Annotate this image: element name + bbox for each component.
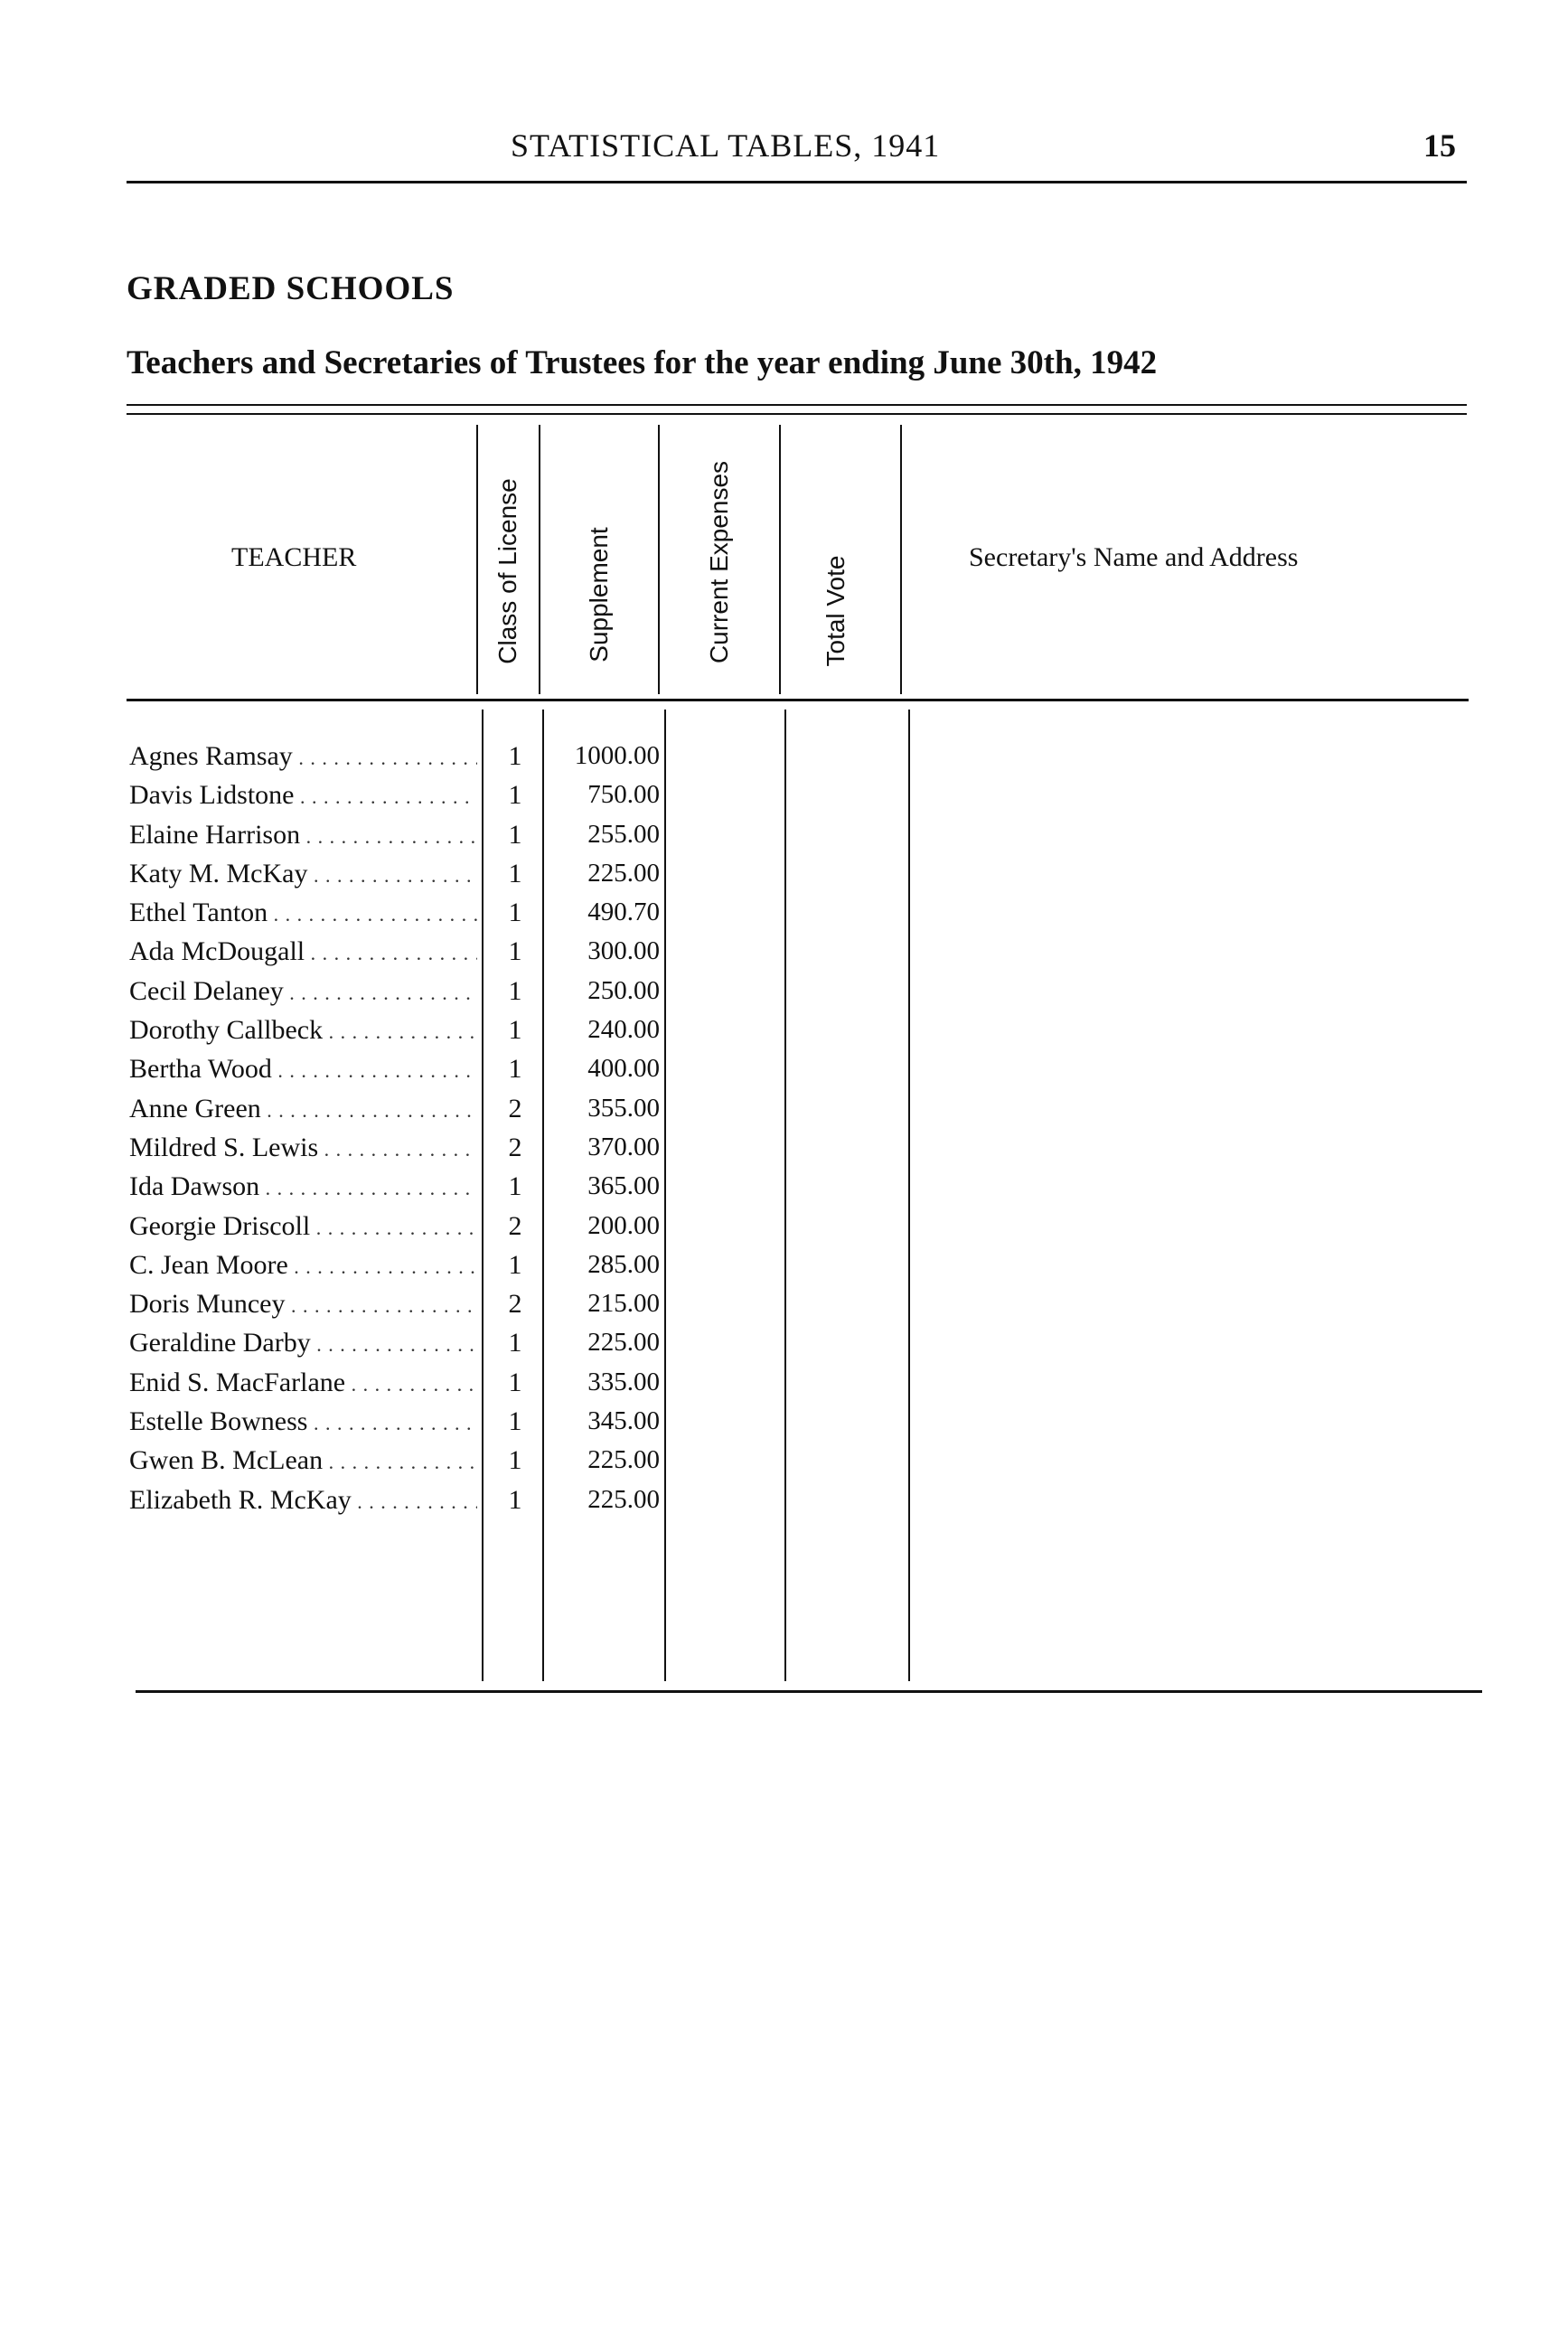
- table-row: [127, 1289, 669, 1328]
- column-divider: [476, 425, 478, 694]
- class-of-license: 1: [508, 741, 522, 771]
- supplement: 370.00: [587, 1132, 660, 1161]
- teacher-name: Katy M. McKay . . .: [129, 859, 477, 889]
- table-row: [127, 1133, 669, 1171]
- column-divider: [539, 425, 540, 694]
- supplement: 300.00: [587, 936, 660, 966]
- class-of-license: 2: [508, 1210, 522, 1241]
- column-divider: [779, 425, 781, 694]
- class-of-license: 1: [508, 1406, 522, 1437]
- table-bottom-rule: [136, 1690, 1482, 1693]
- column-divider: [908, 710, 910, 1681]
- column-divider: [784, 710, 786, 1681]
- supplement: 240.00: [587, 1015, 660, 1045]
- header-rule: [127, 181, 1467, 183]
- class-of-license: 1: [508, 819, 522, 850]
- supplement: 225.00: [587, 1328, 660, 1358]
- supplement: 225.00: [587, 1484, 660, 1514]
- teacher-name: Davis Lidstone . . .: [129, 780, 477, 811]
- class-of-license: 1: [508, 898, 522, 928]
- supplement: 255.00: [587, 819, 660, 849]
- table-top-rule: [127, 404, 1467, 406]
- table-row: [127, 1328, 669, 1367]
- class-of-license: 1: [508, 1249, 522, 1280]
- table-row: [127, 1406, 669, 1445]
- page-number: 15: [1423, 127, 1456, 164]
- running-title: STATISTICAL TABLES, 1941: [511, 127, 941, 164]
- teacher-name: Mildred S. Lewis . . .: [129, 1133, 477, 1163]
- header-teacher: TEACHER: [231, 542, 357, 572]
- class-of-license: 1: [508, 1015, 522, 1046]
- header-current-expenses: Current Expenses: [705, 460, 733, 664]
- supplement: 215.00: [587, 1289, 660, 1319]
- class-of-license: 1: [508, 936, 522, 967]
- header-class-of-license: Class of License: [493, 478, 521, 664]
- teacher-name: Estelle Bowness . . .: [129, 1406, 477, 1437]
- supplement: 345.00: [587, 1406, 660, 1436]
- supplement: 225.00: [587, 1445, 660, 1475]
- teacher-name: Bertha Wood . . .: [129, 1054, 477, 1085]
- class-of-license: 1: [508, 1328, 522, 1358]
- header-bottom-rule: [127, 699, 1469, 701]
- table-row: [127, 1485, 669, 1524]
- teacher-name: Agnes Ramsay . . .: [129, 741, 477, 772]
- table-top-rule-2: [127, 413, 1467, 415]
- class-of-license: 1: [508, 975, 522, 1006]
- teacher-name: Cecil Delaney . . .: [129, 976, 477, 1007]
- supplement: 355.00: [587, 1093, 660, 1123]
- table-row: [127, 1445, 669, 1484]
- supplement: 250.00: [587, 975, 660, 1005]
- header-secretary: Secretary's Name and Address: [969, 542, 1299, 572]
- table-row: [127, 859, 669, 898]
- table-row: [127, 1171, 669, 1210]
- supplement: 365.00: [587, 1171, 660, 1201]
- supplement: 225.00: [587, 858, 660, 888]
- teacher-name: Elizabeth R. McKay . . .: [129, 1485, 477, 1516]
- class-of-license: 1: [508, 1171, 522, 1202]
- table-row: [127, 1054, 669, 1093]
- teacher-name: Ethel Tanton . . .: [129, 898, 477, 928]
- class-of-license: 2: [508, 1289, 522, 1320]
- class-of-license: 1: [508, 780, 522, 811]
- class-of-license: 1: [508, 858, 522, 888]
- table-row: [127, 1211, 669, 1250]
- class-of-license: 1: [508, 1054, 522, 1085]
- table-row: [127, 1250, 669, 1289]
- supplement: 1000.00: [574, 741, 660, 770]
- teacher-name: Dorothy Callbeck . . .: [129, 1015, 477, 1046]
- class-of-license: 1: [508, 1484, 522, 1515]
- supplement: 400.00: [587, 1054, 660, 1084]
- supplement: 200.00: [587, 1210, 660, 1240]
- teacher-name: Geraldine Darby . . .: [129, 1328, 477, 1358]
- running-head: [0, 127, 1568, 172]
- table-row: [127, 1015, 669, 1054]
- supplement: 285.00: [587, 1249, 660, 1279]
- teacher-name: Enid S. MacFarlane . . .: [129, 1368, 477, 1398]
- column-divider: [900, 425, 902, 694]
- teacher-name: Elaine Harrison . . .: [129, 820, 477, 851]
- header-supplement: Supplement: [585, 527, 613, 663]
- section-subtitle: Teachers and Secretaries of Trustees for the year ending June 30th, 1942: [127, 344, 1158, 381]
- table-row: [127, 780, 669, 819]
- table-row: [127, 741, 669, 780]
- table-row: [127, 1368, 669, 1406]
- table-row: [127, 936, 669, 975]
- teacher-name: Ida Dawson . . .: [129, 1171, 477, 1202]
- supplement: 490.70: [587, 898, 660, 927]
- supplement: 335.00: [587, 1367, 660, 1396]
- class-of-license: 1: [508, 1445, 522, 1476]
- teacher-name: Georgie Driscoll . . .: [129, 1211, 477, 1242]
- teacher-name: Doris Muncey . . .: [129, 1289, 477, 1320]
- table-row: [127, 1094, 669, 1133]
- class-of-license: 1: [508, 1367, 522, 1397]
- column-divider: [658, 425, 660, 694]
- teacher-name: C. Jean Moore . . .: [129, 1250, 477, 1281]
- table-row: [127, 820, 669, 859]
- class-of-license: 2: [508, 1093, 522, 1123]
- section-title: GRADED SCHOOLS: [127, 270, 455, 307]
- table-row: [127, 976, 669, 1015]
- table-body: [127, 741, 669, 1524]
- table-row: [127, 898, 669, 936]
- teacher-name: Gwen B. McLean . . .: [129, 1445, 477, 1476]
- supplement: 750.00: [587, 780, 660, 810]
- header-total-vote: Total Vote: [822, 555, 850, 667]
- teacher-name: Ada McDougall . . .: [129, 936, 477, 967]
- teacher-name: Anne Green . . .: [129, 1094, 477, 1124]
- class-of-license: 2: [508, 1132, 522, 1162]
